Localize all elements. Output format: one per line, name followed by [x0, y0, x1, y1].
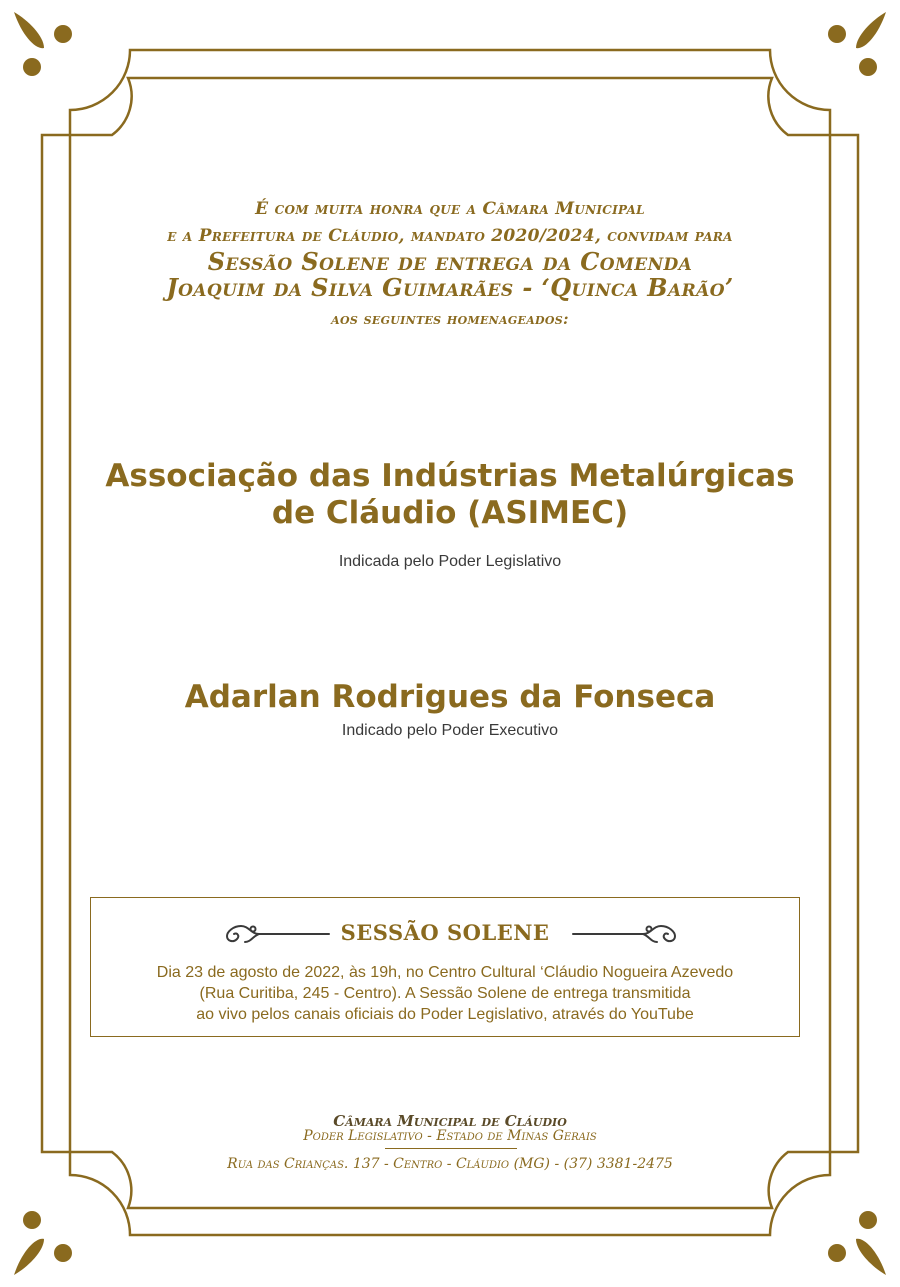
footer-address: Rua das Crianças. 137 - Centro - Cláudio (MG) - (37) 3381-2475 [227, 1156, 673, 1172]
intro-line-1: É com muita honra que a Câmara Municipal [255, 199, 645, 219]
intro-line-2: e a Prefeitura de Cláudio, mandato 2020/2024, convidam para [167, 226, 733, 246]
honoree-2-indication: Indicado pelo Poder Executivo [341, 722, 559, 739]
session-details-line-2: (Rua Curitiba, 245 - Centro). A Sessão Solene de entrega transmitida [199, 985, 691, 1002]
session-details [111, 962, 779, 1025]
footer-subtitle: Poder Legislativo - Estado de Minas Gerais [303, 1128, 597, 1144]
honoree-1-name [0, 458, 900, 531]
swirl-right-icon [571, 922, 681, 946]
intro-line-3: aos seguintes homenageados: [331, 310, 569, 328]
ceremony-title-line-2: Joaquim da Silva Guimarães - ‘Quinca Barão’ [166, 273, 734, 302]
honoree-2-name: Adarlan Rodrigues da Fonseca [184, 679, 716, 715]
session-title: SESSÃO SOLENE [340, 920, 550, 945]
honoree-1-indication: Indicada pelo Poder Legislativo [338, 553, 562, 570]
session-details-line-1: Dia 23 de agosto de 2022, às 19h, no Centro Cultural ‘Cláudio Nogueira Azevedo [156, 964, 734, 981]
honoree-1-name-line-2: de Cláudio (ASIMEC) [271, 494, 629, 531]
session-info-box [90, 897, 800, 1037]
footer-divider [385, 1148, 517, 1149]
ceremony-title-line-1: Sessão Solene de entrega da Comenda [207, 247, 693, 276]
honoree-1-name-line-1: Associação das Indústrias Metalúrgicas [105, 458, 795, 494]
footer-organization: Câmara Municipal de Cláudio [333, 1112, 567, 1130]
session-details-line-3: ao vivo pelos canais oficiais do Poder Legislativo, através do YouTube [196, 1006, 694, 1023]
